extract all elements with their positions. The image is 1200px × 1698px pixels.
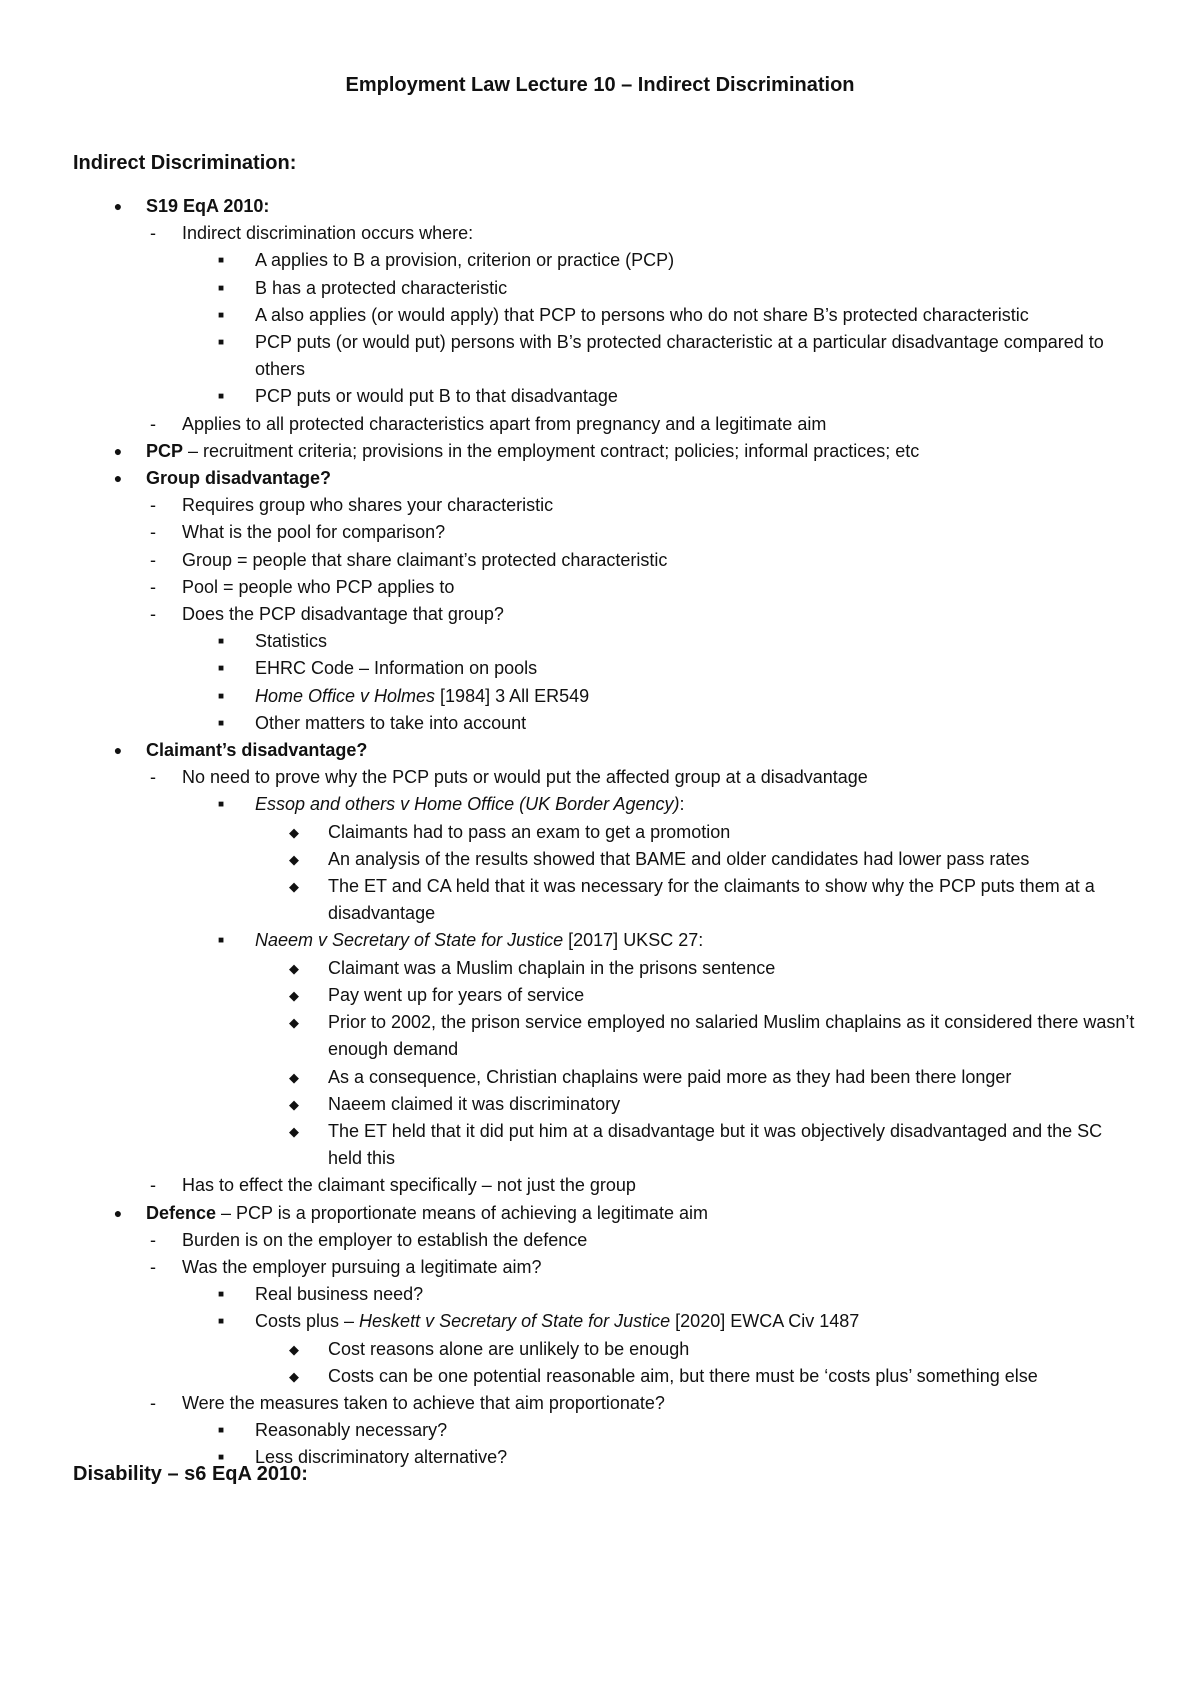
bullet-marker: ● — [113, 470, 123, 487]
text-run: PCP puts or would put B to that disadvantage — [255, 386, 618, 407]
square-marker: ■ — [217, 636, 225, 648]
text-run: Claimant was a Muslim chaplain in the prisons sentence — [328, 957, 776, 978]
outline-item-level-3 — [0, 1417, 1200, 1444]
text-run: Were the measures taken to achieve that aim proportionate? — [182, 1392, 665, 1413]
dash-marker: - — [150, 767, 156, 788]
text-run: [2017] UKSC 27: — [563, 930, 704, 951]
outline-item-level-4 — [0, 846, 1200, 873]
outline-item-level-3 — [0, 302, 1200, 329]
outline-item-text — [328, 1009, 1138, 1063]
outline-item-level-3 — [0, 329, 1200, 383]
outline-item-text — [328, 1363, 1138, 1390]
dash-marker: - — [150, 604, 156, 625]
outline-item-text — [328, 873, 1138, 927]
text-run: A applies to B a provision, criterion or practice (PCP) — [255, 250, 675, 271]
outline-item-text — [328, 846, 1138, 873]
outline-item-level-3 — [0, 927, 1200, 954]
dash-marker: - — [150, 549, 156, 570]
text-run: EHRC Code – Information on pools — [255, 658, 538, 679]
diamond-marker: ◆ — [289, 879, 299, 895]
outline-item-text — [255, 1281, 1135, 1308]
text-run: Real business need? — [255, 1284, 424, 1305]
outline-item-text — [146, 438, 1200, 465]
diamond-marker: ◆ — [289, 1368, 299, 1384]
square-marker: ■ — [217, 255, 225, 267]
outline-item-text — [146, 737, 1200, 764]
dash-marker: - — [150, 1175, 156, 1196]
diamond-marker: ◆ — [289, 851, 299, 867]
outline-item-level-4 — [0, 1064, 1200, 1091]
text-run: Pay went up for years of service — [328, 984, 585, 1005]
section-heading-disability: Disability – s6 EqA 2010: — [73, 1463, 308, 1485]
text-run: Less discriminatory alternative? — [255, 1447, 508, 1468]
case-citation: Home Office v Holmes — [255, 685, 436, 706]
outline-item-level-4 — [0, 1091, 1200, 1118]
bold-text: PCP — [146, 440, 184, 461]
square-marker: ■ — [217, 663, 225, 675]
text-run: Indirect discrimination occurs where: — [182, 223, 474, 244]
outline-item-text — [328, 1118, 1138, 1172]
outline-item-level-3 — [0, 628, 1200, 655]
square-marker: ■ — [217, 799, 225, 811]
text-run: Pool = people who PCP applies to — [182, 576, 455, 597]
bold-text: Defence — [146, 1202, 217, 1223]
text-run: Has to effect the claimant specifically – not just the group — [182, 1175, 636, 1196]
outline-item-text — [146, 1200, 1200, 1227]
outline-item-level-4 — [0, 819, 1200, 846]
outline-item-level-3 — [0, 791, 1200, 818]
square-marker: ■ — [217, 690, 225, 702]
square-marker: ■ — [217, 1452, 225, 1464]
outline-item-level-2 — [0, 547, 1200, 574]
text-run: Prior to 2002, the prison service employed no salaried Muslim chaplains as it considered there wasn’t enough demand — [328, 1012, 1135, 1060]
outline-item-text — [255, 683, 1135, 710]
text-run: The ET and CA held that it was necessary for the claimants to show why the PCP puts them at a disadvantage — [328, 876, 1095, 924]
outline-item-level-2 — [0, 574, 1200, 601]
outline-item-level-3 — [0, 1308, 1200, 1335]
outline-item-level-1 — [0, 465, 1200, 492]
outline-item-level-2 — [0, 1172, 1200, 1199]
text-run: What is the pool for comparison? — [182, 522, 446, 543]
outline-item-level-2 — [0, 764, 1200, 791]
outline-item-text — [182, 492, 1200, 519]
bold-text: S19 EqA 2010: — [146, 196, 270, 216]
square-marker: ■ — [217, 1316, 225, 1328]
outline-item-level-2 — [0, 1254, 1200, 1281]
outline-item-text — [255, 275, 1135, 302]
diamond-marker: ◆ — [289, 987, 299, 1003]
outline-item-text — [255, 710, 1135, 737]
text-run: – PCP is a proportionate means of achieving a legitimate aim — [216, 1202, 708, 1223]
dash-marker: - — [150, 522, 156, 543]
outline-item-text — [182, 574, 1200, 601]
outline-item-text — [328, 1091, 1138, 1118]
outline-item-level-2 — [0, 492, 1200, 519]
outline-item-level-4 — [0, 1118, 1200, 1172]
outline-item-level-3 — [0, 655, 1200, 682]
diamond-marker: ◆ — [289, 1096, 299, 1112]
outline-item-level-3 — [0, 710, 1200, 737]
outline-item-text — [328, 982, 1138, 1009]
outline-item-text — [255, 655, 1135, 682]
square-marker: ■ — [217, 391, 225, 403]
outline-item-level-3 — [0, 275, 1200, 302]
outline-item-level-1 — [0, 193, 1200, 220]
outline-item-text — [182, 519, 1200, 546]
outline-item-text — [328, 1336, 1138, 1363]
outline-item-text — [255, 247, 1135, 274]
outline-item-level-2 — [0, 1227, 1200, 1254]
outline-item-text — [182, 1227, 1200, 1254]
outline-item-level-3 — [0, 683, 1200, 710]
square-marker: ■ — [217, 935, 225, 947]
text-run: A also applies (or would apply) that PCP to persons who do not share B’s protected characteristic — [255, 304, 1029, 325]
outline-item-level-4 — [0, 955, 1200, 982]
outline-item-text — [182, 411, 1200, 438]
diamond-marker: ◆ — [289, 1015, 299, 1031]
text-run: Statistics — [255, 631, 328, 652]
text-run: [1984] 3 All ER549 — [435, 685, 590, 706]
dash-marker: - — [150, 1256, 156, 1277]
outline-item-level-2 — [0, 601, 1200, 628]
text-run: : — [679, 794, 685, 815]
outline-item-level-3 — [0, 383, 1200, 410]
square-marker: ■ — [217, 1425, 225, 1437]
text-run: The ET held that it did put him at a disadvantage but it was objectively disadvantaged and the SC held this — [328, 1120, 1103, 1169]
bold-text: Group disadvantage? — [146, 468, 332, 489]
text-run: Does the PCP disadvantage that group? — [182, 604, 504, 625]
outline-item-text — [255, 927, 1135, 954]
dash-marker: - — [150, 576, 156, 597]
text-run: Claimants had to pass an exam to get a promotion — [328, 821, 731, 842]
case-citation: Essop and others v Home Office (UK Border Agency) — [255, 794, 680, 815]
outline-item-text — [255, 1444, 1135, 1471]
bullet-marker: ● — [113, 442, 123, 459]
bullet-marker: ● — [113, 742, 123, 759]
outline-item-text — [255, 383, 1135, 410]
outline-item-level-2 — [0, 519, 1200, 546]
dash-marker: - — [150, 495, 156, 516]
dash-marker: - — [150, 1229, 156, 1250]
notes-outline — [0, 193, 1200, 1472]
outline-item-text — [146, 193, 1200, 220]
text-run: Costs can be one potential reasonable aim, but there must be ‘costs plus’ something else — [328, 1365, 1038, 1386]
outline-item-text — [182, 547, 1200, 574]
diamond-marker: ◆ — [289, 960, 299, 976]
outline-item-text — [182, 764, 1200, 791]
outline-item-level-1 — [0, 737, 1200, 764]
square-marker: ■ — [217, 1289, 225, 1301]
text-run: PCP puts (or would put) persons with B’s protected characteristic at a particular disadvantage compared to others — [255, 332, 1104, 380]
text-run: An analysis of the results showed that BAME and older candidates had lower pass rates — [328, 848, 1030, 869]
section-heading-indirect-discrimination: Indirect Discrimination: — [73, 152, 297, 174]
outline-item-text — [255, 302, 1135, 329]
outline-item-level-4 — [0, 1009, 1200, 1063]
case-citation: Naeem v Secretary of State for Justice — [255, 930, 564, 951]
square-marker: ■ — [217, 717, 225, 729]
outline-item-text — [255, 791, 1135, 818]
text-run: Requires group who shares your characteristic — [182, 495, 554, 516]
text-run: Other matters to take into account — [255, 712, 527, 733]
text-run: Group = people that share claimant’s protected characteristic — [182, 549, 668, 570]
diamond-marker: ◆ — [289, 824, 299, 840]
outline-item-text — [255, 628, 1135, 655]
diamond-marker: ◆ — [289, 1069, 299, 1085]
outline-item-level-2 — [0, 411, 1200, 438]
outline-item-text — [182, 601, 1200, 628]
bullet-marker: ● — [113, 1204, 123, 1221]
text-run: – recruitment criteria; provisions in the employment contract; policies; informal practices; etc — [183, 440, 920, 461]
square-marker: ■ — [217, 282, 225, 294]
outline-item-level-2 — [0, 1390, 1200, 1417]
diamond-marker: ◆ — [289, 1123, 299, 1139]
outline-item-level-3 — [0, 247, 1200, 274]
outline-item-text — [255, 329, 1135, 383]
dash-marker: - — [150, 413, 156, 434]
outline-item-text — [182, 1390, 1200, 1417]
dash-marker: - — [150, 1392, 156, 1413]
outline-item-level-4 — [0, 1363, 1200, 1390]
outline-item-level-4 — [0, 982, 1200, 1009]
bullet-marker: ● — [113, 198, 123, 214]
outline-item-text — [255, 1308, 1135, 1335]
outline-item-level-3 — [0, 1281, 1200, 1308]
outline-item-level-1 — [0, 438, 1200, 465]
bold-text: Claimant’s disadvantage? — [146, 740, 368, 761]
outline-item-text — [182, 1254, 1200, 1281]
outline-item-text — [255, 1417, 1135, 1444]
text-run: Burden is on the employer to establish the defence — [182, 1229, 588, 1250]
case-citation: Heskett v Secretary of State for Justice — [359, 1311, 671, 1332]
outline-item-text — [328, 819, 1138, 846]
page-title: Employment Law Lecture 10 – Indirect Discrimination — [345, 74, 855, 96]
text-run: Applies to all protected characteristics apart from pregnancy and a legitimate aim — [182, 413, 827, 434]
outline-item-level-4 — [0, 1336, 1200, 1363]
outline-item-text — [146, 465, 1200, 492]
outline-item-level-1 — [0, 1200, 1200, 1227]
square-marker: ■ — [217, 309, 225, 321]
text-run: As a consequence, Christian chaplains were paid more as they had been there longer — [328, 1066, 1012, 1087]
outline-item-text — [328, 1064, 1138, 1091]
text-run: Reasonably necessary? — [255, 1420, 448, 1441]
text-run: Naeem claimed it was discriminatory — [328, 1093, 621, 1114]
text-run: Cost reasons alone are unlikely to be enough — [328, 1338, 690, 1359]
text-run: Costs plus – — [255, 1311, 360, 1332]
outline-item-level-4 — [0, 873, 1200, 927]
outline-item-text — [182, 220, 1200, 247]
dash-marker: - — [150, 223, 156, 244]
square-marker: ■ — [217, 337, 225, 349]
text-run: No need to prove why the PCP puts or would put the affected group at a disadvantage — [182, 767, 868, 788]
outline-item-text — [182, 1172, 1200, 1199]
text-run: B has a protected characteristic — [255, 277, 508, 298]
outline-item-text — [328, 955, 1138, 982]
diamond-marker: ◆ — [289, 1341, 299, 1357]
outline-item-level-2 — [0, 220, 1200, 247]
text-run: [2020] EWCA Civ 1487 — [670, 1311, 860, 1332]
text-run: Was the employer pursuing a legitimate aim? — [182, 1256, 542, 1277]
